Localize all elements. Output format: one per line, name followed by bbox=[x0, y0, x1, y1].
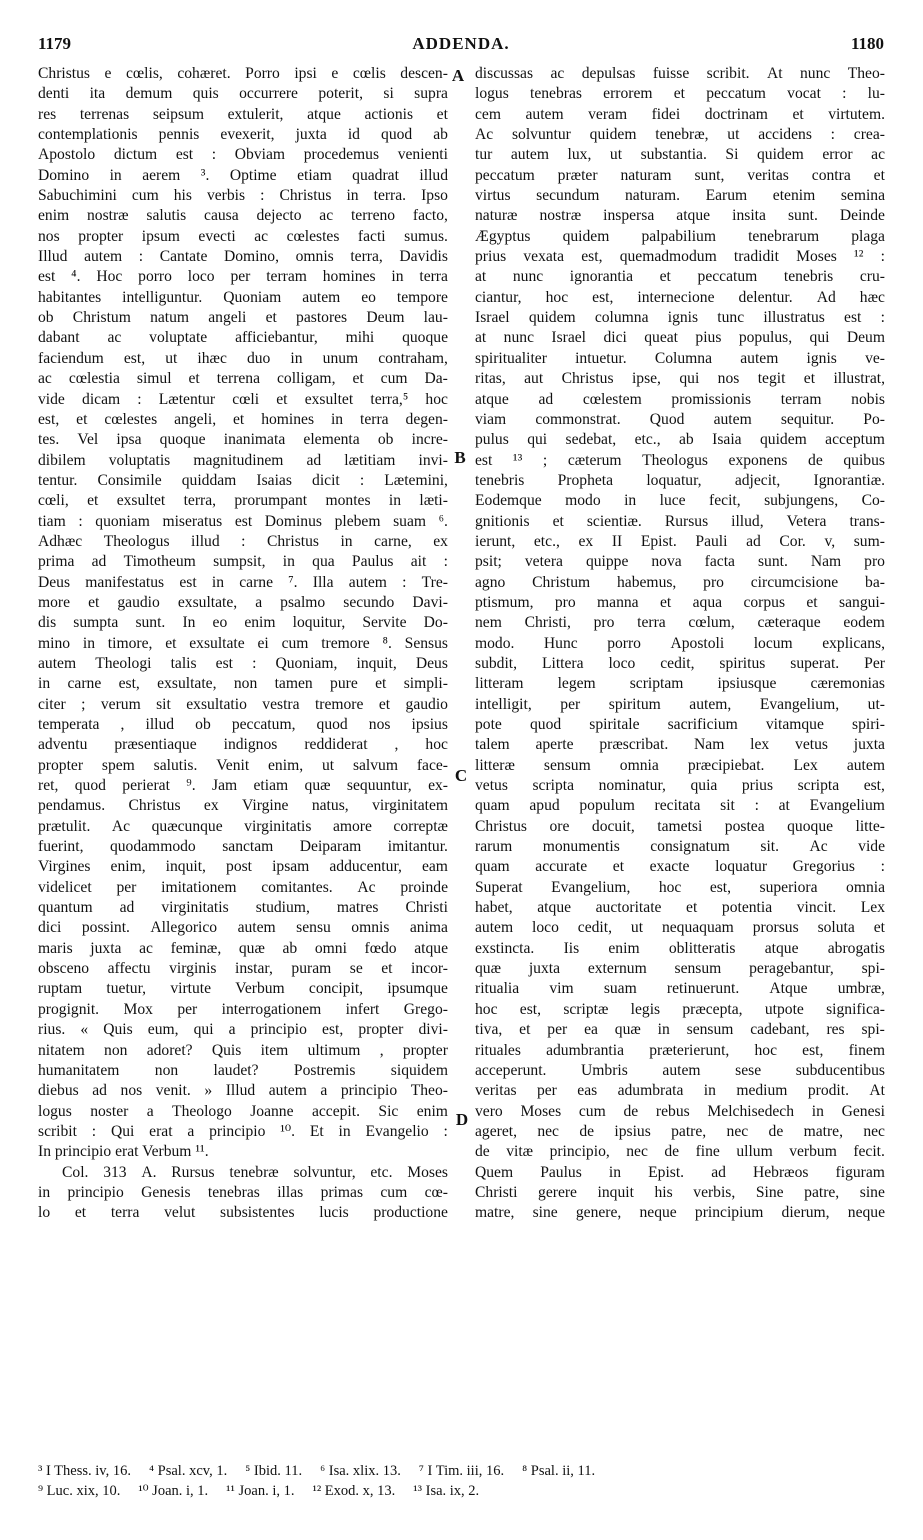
text-line: dici possint. Allegorico autem sensu omnis anima bbox=[38, 919, 448, 937]
text-line: Ægyptus quidem palpabilium tenebrarum plaga bbox=[475, 227, 885, 245]
text-line: quantum ad virginitatis studium, matres Christi bbox=[38, 899, 448, 917]
footnote-item: ⁴ Psal. xcv, 1. bbox=[148, 1463, 228, 1479]
text-line: Superat Evangelium, hoc est, superiora omnia bbox=[475, 878, 885, 896]
text-line: litteræ sensum omnia præcipiebat. Lex autem bbox=[475, 756, 885, 774]
text-line: logus tenebras errorem et peccatum vocat : lu- bbox=[475, 85, 885, 103]
footnotes bbox=[38, 1461, 884, 1502]
margin-marker-a: A bbox=[451, 66, 465, 85]
text-line: ptismum, pro manna et aqua corpus et sangui- bbox=[475, 593, 885, 611]
text-line: diebus ad nos venit. » Illud autem a principio Theo- bbox=[38, 1082, 448, 1100]
text-line: spiritualiter intuetur. Columna autem ignis ve- bbox=[475, 349, 885, 367]
text-line: lo et terra velut subsistentes lucis productione bbox=[38, 1204, 448, 1222]
footnote-item: ¹¹ Joan. i, 1. bbox=[226, 1483, 295, 1500]
text-line: faciendum est, ut ihæc duo in unum contraham, bbox=[38, 349, 448, 367]
text-line: In principio erat Verbum ¹¹. bbox=[38, 1143, 209, 1161]
text-line: est, et cœlestes angeli, et homines in terra degen- bbox=[38, 410, 448, 428]
footnote-item: ⁵ Ibid. 11. bbox=[245, 1463, 303, 1479]
text-line: tes. Vel ipsa quoque inanimata elementa ob incre- bbox=[38, 431, 448, 449]
text-line: est ⁴. Hoc porro loco per terram homines in terra bbox=[38, 268, 448, 286]
text-line: fuerint, quodammodo sanctam Deiparam imitantur. bbox=[38, 838, 448, 856]
text-line: obsceno affectu virginis instar, puram se et incor- bbox=[38, 960, 448, 978]
footnote-item: ¹⁰ Joan. i, 1. bbox=[138, 1483, 209, 1500]
right-text-column bbox=[475, 64, 885, 1224]
text-line: peccatum præter naturam sunt, veritas contra et bbox=[475, 166, 885, 184]
text-line: pendamus. Christus ex Virgine natus, virginitatem bbox=[38, 797, 448, 815]
text-line: ritualia vim suam retinuerunt. Atque umbræ, bbox=[475, 980, 885, 998]
text-line: habitantes intelliguntur. Quoniam autem eo tempore bbox=[38, 288, 448, 306]
text-line: cœli, et exsultet terra, prorumpant montes in læti- bbox=[38, 492, 448, 510]
text-line: gnitionis et scientiæ. Rursus illud, Vetera trans- bbox=[475, 512, 885, 530]
footnote-item: ¹² Exod. x, 13. bbox=[312, 1483, 396, 1500]
text-line: Sabuchimini cum his verbis : Christus in terra. Ipso bbox=[38, 187, 448, 205]
text-line: progignit. Mox per interrogationem infert Grego- bbox=[38, 1000, 448, 1018]
page-number-left: 1179 bbox=[38, 34, 72, 53]
text-line: logus noster a Theologo Joanne accepit. Sic enim bbox=[38, 1102, 448, 1120]
text-line: pote quod spiritale sacrificium vitamque spiri- bbox=[475, 716, 885, 733]
footnote-item: ⁶ Isa. xlix. 13. bbox=[320, 1463, 401, 1479]
running-title: ADDENDA. bbox=[412, 34, 510, 53]
text-line: autem Theologi talis est : Quoniam, inquit, Deus bbox=[38, 654, 448, 672]
text-line: propter spem salutis. Venit enim, ut salvum face- bbox=[38, 756, 448, 774]
text-line: atque ad cœlestem promissionis terram nobis bbox=[475, 390, 885, 408]
text-line: ageret, nec de ipsius patre, nec de matre, nec bbox=[475, 1122, 885, 1140]
text-line: Apostolo dictum est : Obviam procedemus venienti bbox=[38, 146, 448, 164]
text-line: hoc est, scriptæ legis præcepta, utpote significa- bbox=[475, 1000, 885, 1018]
text-line: Illud autem : Cantate Domino, omnis terra, Davidis bbox=[38, 248, 448, 266]
text-line: Christus e cœlis, cohæret. Porro ipsi e cœlis descen- bbox=[38, 65, 448, 82]
text-line: contemplationis pennis evexerit, juxta id quod ab bbox=[38, 126, 448, 144]
text-line: modo. Hunc porro Apostoli locum explicans, bbox=[475, 634, 885, 652]
text-line: naturæ nostræ inspersa atque insita sunt. Deinde bbox=[475, 207, 885, 225]
text-line: rius. « Quis eum, qui a principio est, propter divi- bbox=[38, 1021, 448, 1039]
text-line: adventu præsentiaque indignos reddiderat , hoc bbox=[38, 736, 448, 754]
text-line: enim nostræ salutis causa dejecto ac terreno facto, bbox=[38, 207, 448, 225]
text-line: vetus scripta nominatur, quia prius scripta est, bbox=[475, 777, 885, 795]
text-line: at nunc ignorantia et peccatum tenebris cru- bbox=[475, 268, 885, 286]
text-line: videlicet per imitationem comitantes. Ac proinde bbox=[38, 878, 448, 896]
text-line: ret, quod perierat ⁹. Jam etiam quæ sequuntur, ex- bbox=[38, 777, 448, 795]
text-line: prima ad Timotheum sumpsit, in qua Paulus ait : bbox=[38, 553, 448, 571]
text-line: prætulit. Ac quæcunque virginitatis amore correptæ bbox=[38, 817, 448, 835]
text-line: ac cœlestia simul et terrena colligam, et cum Da- bbox=[38, 370, 448, 388]
text-line: quæ juxta externum sensum peragebantur, spi- bbox=[475, 960, 885, 978]
text-line: tur autem lux, ut substantia. Si quidem error ac bbox=[475, 146, 885, 164]
text-line: scribit : Qui erat a principio ¹⁰. Et in Evangelio : bbox=[38, 1122, 448, 1140]
text-line: tentur. Consimile quiddam Isaias dicit : Lætemini, bbox=[38, 471, 448, 489]
text-line: rituales adumbrantia præterierunt, hoc est, finem bbox=[475, 1041, 885, 1059]
page-header bbox=[38, 34, 884, 58]
text-line: exstincta. Iis enim oblitteratis atque abrogatis bbox=[475, 939, 885, 957]
text-line: intelligit, per spiritum autem, Evangelium, ut- bbox=[475, 695, 885, 713]
text-line: more et gaudio exsultate, a psalmo secundo Davi- bbox=[38, 593, 448, 611]
text-line: tiam : quoniam miseratus est Dominus plebem suam ⁶. bbox=[38, 512, 448, 530]
text-line: ierunt, etc., ex II Epist. Pauli ad Cor. v, sum- bbox=[475, 532, 885, 550]
text-line: Domino in aerem ³. Optime etiam quadrat illud bbox=[38, 166, 448, 184]
text-line: autem loco cedit, ut nequaquam prorsus soluta et bbox=[475, 919, 885, 937]
footnote-item: ⁷ I Tim. iii, 16. bbox=[418, 1463, 505, 1479]
margin-marker-d: D bbox=[455, 1110, 469, 1129]
text-line: prius vexata est, quemadmodum tradidit Moses ¹² : bbox=[475, 248, 885, 266]
text-line: maris juxta ac feminæ, quæ ab omni fœdo atque bbox=[38, 939, 448, 957]
footnote-row-1 bbox=[38, 1461, 884, 1481]
margin-marker-c: C bbox=[454, 766, 468, 785]
text-line: quam accurate et exacte loquatur Gregorius : bbox=[475, 858, 885, 876]
text-line: res terrenas seipsum extulerit, atque actionis et bbox=[38, 105, 448, 123]
text-line: Ac solvuntur quidem tenebræ, ut accidens : crea- bbox=[475, 126, 885, 144]
text-line: est ¹³ ; cæterum Theologus exponens de quibus bbox=[475, 451, 885, 469]
text-line: Israel quidem columna ignis tunc illustratus est : bbox=[475, 309, 885, 327]
text-line: agno Christum habemus, pro circumcisione ba- bbox=[475, 573, 885, 591]
text-line: talem aperte præscribat. Nam lex vetus juxta bbox=[475, 736, 885, 754]
text-line: veritas per eas adumbrata in medium prodit. At bbox=[475, 1082, 885, 1100]
text-line: ritas, aut Christus ipse, qui nos tegit et illustrat, bbox=[475, 370, 885, 388]
text-line: quam apud populum recitata sit : at Evangelium bbox=[475, 797, 885, 815]
text-line: ciantur, hoc est, internecione delentur. Ad hæc bbox=[475, 288, 885, 306]
text-line: denti ita demum quis occurrere poterit, si supra bbox=[38, 85, 448, 103]
text-line: in carne est, exsultate, non tamen pure et simpli- bbox=[38, 675, 448, 693]
text-line: Christus ore docuit, tametsi postea quoque litte- bbox=[475, 817, 885, 835]
text-line: subdit, Littera loco cedit, spiritus superat. Per bbox=[475, 654, 885, 672]
text-line: pulus qui sedebat, etc., ab Isaia quidem acceptum bbox=[475, 431, 885, 449]
text-line: rarum monumentis consignatum sit. Ac vide bbox=[475, 838, 885, 856]
text-line: dis sumpta sunt. In eo enim loquitur, Servite Do- bbox=[38, 614, 448, 632]
text-line: nos propter ipsum evecti ac cœlestes facti sumus. bbox=[38, 227, 448, 245]
text-line: litteram legem scriptam ipsiusque cæremonias bbox=[475, 675, 885, 693]
text-line: in principio Genesis tenebras illas primas cum cœ- bbox=[38, 1183, 448, 1201]
text-line: de vitæ principio, nec de fine ullum verbum fecit. bbox=[475, 1143, 885, 1161]
text-line: viam commonstrat. Quod autem sequitur. Po- bbox=[475, 410, 885, 428]
text-line: tenebris Propheta loquatur, adjecit, Ignorantiæ. bbox=[475, 471, 885, 489]
footnote-row-2 bbox=[38, 1481, 884, 1501]
text-line: Virgines enim, inquit, post ipsam adducentur, eam bbox=[38, 858, 448, 876]
text-line: matre, sine genere, neque principium dierum, neque bbox=[475, 1204, 885, 1222]
text-line: ob Christum natum angeli et pastores Deum lau- bbox=[38, 309, 448, 327]
text-line: nitatem non adoret? Quis item ultimum , propter bbox=[38, 1041, 448, 1059]
page-number-right: 1180 bbox=[850, 34, 884, 53]
text-line: temperata , illud ob peccatum, quod nos ipsius bbox=[38, 716, 448, 733]
margin-marker-b: B bbox=[454, 448, 466, 467]
text-line: vide dicam : Lætentur cœli et exsultet terra,⁵ hoc bbox=[38, 390, 448, 408]
text-line: Quem Paulus in Epist. ad Hebræos figuram bbox=[475, 1163, 885, 1181]
text-line: Deus manifestatus est in carne ⁷. Illa autem : Tre- bbox=[38, 573, 448, 591]
left-text-column bbox=[38, 64, 448, 1224]
text-line: at nunc Israel dici queat pius populus, qui Deum bbox=[475, 329, 885, 347]
text-line: dibilem voluptatis magnitudinem ad lætitiam invi- bbox=[38, 451, 448, 469]
text-line: discussas ac depulsas fuisse scribit. At nunc Theo- bbox=[475, 65, 885, 82]
text-line: mino in timore, et exsultate ei cum tremore ⁸. Sensus bbox=[38, 634, 448, 652]
text-line: cem autem veram fidei doctrinam et virtutem. bbox=[475, 105, 885, 123]
text-line: dabant ac voluptate afficiebantur, mihi quoque bbox=[38, 329, 448, 347]
text-line: habet, atque auctoritate et potentia vincit. Lex bbox=[475, 899, 885, 917]
text-line: nem Christi, pro terra cœlum, cæteraque eodem bbox=[475, 614, 885, 632]
text-line: ruptam tuetur, virtute Verbum concipit, ipsumque bbox=[38, 980, 448, 998]
text-line: Col. 313 A. Rursus tenebræ solvuntur, etc. Moses bbox=[62, 1163, 448, 1181]
text-line: psit; vetera quippe nova facta sunt. Nam pro bbox=[475, 553, 885, 571]
footnote-item: ³ I Thess. iv, 16. bbox=[38, 1463, 131, 1479]
text-line: Christi gerere inquit his verbis, Sine patre, sine bbox=[475, 1183, 885, 1201]
text-line: humanitatem non laudet? Postremis siquidem bbox=[38, 1061, 448, 1079]
text-line: acceperunt. Umbris autem sese subducentibus bbox=[475, 1061, 885, 1079]
footnote-item: ⁹ Luc. xix, 10. bbox=[38, 1483, 121, 1500]
text-line: tiva, et per ea quæ in sensum cadebant, res spi- bbox=[475, 1021, 885, 1039]
text-line: Eodemque modo in luce fecit, subjungens, Co- bbox=[475, 492, 885, 510]
text-line: Adhæc Theologus illud : Christus in carne, ex bbox=[38, 532, 448, 550]
footnote-item: ¹³ Isa. ix, 2. bbox=[413, 1483, 480, 1500]
text-line: citer ; verum sit exsultatio vestra tremore et gaudio bbox=[38, 695, 448, 713]
text-line: vero Moses cum de rebus Melchisedech in Genesi bbox=[475, 1102, 885, 1120]
footnote-item: ⁸ Psal. ii, 11. bbox=[522, 1463, 596, 1479]
text-line: virtus secundum naturam. Earum etenim semina bbox=[475, 187, 885, 205]
